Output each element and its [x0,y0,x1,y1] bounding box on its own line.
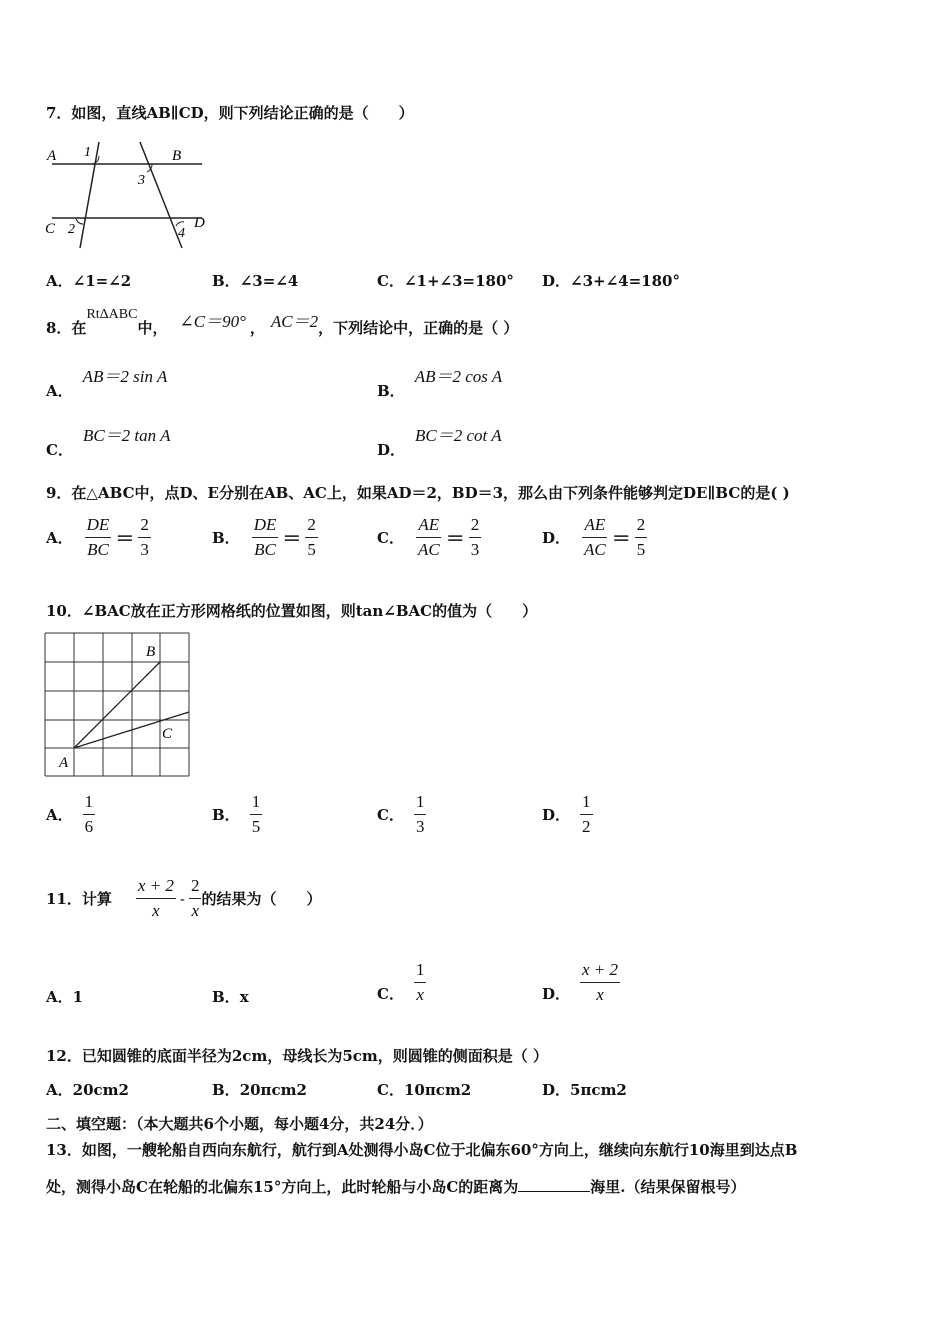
q7-option-a[interactable] [46,270,131,291]
q7-label-a: A [47,148,57,164]
option-label: A． [46,382,73,400]
q10-label-c: C [162,726,173,742]
option-label: B． [212,988,240,1006]
q8-condition-side: AC＝2 [270,312,319,331]
q11-prefix: 11．计算 [46,890,112,908]
section-heading-fill-in: 二、填空题：（本大题共6个小题，每小题4分，共24分．） [46,1115,433,1133]
q12-option-a[interactable] [46,1079,129,1100]
equals-sign: ＝ [282,529,302,550]
option-label: B． [377,382,405,400]
q7-option-d[interactable] [542,270,680,291]
q10-a-fraction: $\frac{1}{6}$ [84,792,94,836]
option-label: A． [46,806,73,824]
q9-b-left-fraction: $\frac{DE}{BC}$ [253,515,277,559]
q11-option-d[interactable] [542,960,620,1005]
q11-c-fraction: $\frac{1}{x}$ [415,960,425,1004]
q9-b-right-fraction: $\frac{2}{5}$ [307,515,316,559]
option-label: D． [542,272,571,290]
q7-angle-4: 4 [178,226,185,241]
option-text: 20πcm2 [239,1081,307,1099]
q7-stem: 7．如图，直线AB∥CD，则下列结论正确的是（ ） [46,104,414,122]
q11-d-fraction: $\frac{x + 2}{x}$ [582,960,619,1004]
q8-condition-angle: ∠C＝90° [179,312,246,331]
q13-line-1: 13．如图，一艘轮船自西向东航行，航行到A处测得小岛C位于北偏东60°方向上，继续向东航行10海里到达点B [46,1141,798,1159]
q7-figure [42,136,212,254]
q7-angle-2: 2 [68,222,75,237]
equals-sign: ＝ [445,529,465,550]
q10-option-a[interactable] [46,792,95,837]
q11-fraction-1: $\frac{x + 2}{x}$ [137,876,174,920]
option-label: D． [377,441,406,459]
q7-label-b: B [172,148,182,164]
q10-d-fraction: $\frac{1}{2}$ [582,792,591,836]
option-label: D． [542,806,571,824]
q7-label-c: C [45,221,56,237]
option-label: B． [212,272,240,290]
q9-option-b[interactable] [212,515,318,560]
option-text: 1 [72,988,84,1006]
option-text: x [239,988,249,1006]
q8-comma: ， [249,319,265,337]
equals-sign: ＝ [611,529,631,550]
option-text: 10πcm2 [403,1081,472,1099]
q11-stem [46,876,322,921]
option-label: C． [377,806,404,824]
option-label: C． [377,272,404,290]
q8-mid: 中， [137,319,168,337]
q7-option-b[interactable] [212,270,298,291]
option-label: B． [212,1081,240,1099]
q7-angle-3: 3 [138,173,145,188]
option-label: A． [46,1081,73,1099]
q13-line-2-start: 处，测得小岛C在轮船的北偏东15°方向上，此时轮船与小岛C的距离为 [46,1178,519,1196]
q9-c-left-fraction: $\frac{AE}{AC}$ [417,515,440,559]
q12-option-c[interactable] [377,1079,471,1100]
option-text: BC＝2 cot A [415,426,502,445]
q8-triangle: RtΔABC [86,307,138,322]
option-label: B． [212,529,240,547]
q11-option-c[interactable] [377,960,426,1005]
q10-label-a: A [59,755,69,771]
option-label: C． [377,1081,404,1099]
option-label: B． [212,806,240,824]
option-label: A． [46,988,73,1006]
option-text: 5πcm2 [570,1081,627,1099]
option-text: BC＝2 tan A [82,426,171,445]
q10-stem: 10．∠BAC放在正方形网格纸的位置如图，则tan∠BAC的值为（ ） [46,602,538,620]
option-text: 20cm2 [72,1081,129,1099]
q11-option-a[interactable] [46,986,83,1007]
q11-fraction-2: $\frac{2}{x}$ [190,876,200,920]
option-label: D． [542,985,571,1003]
q10-option-d[interactable] [542,792,593,837]
option-text: AB＝2 cos A [414,367,503,386]
q8-prefix: 8．在 [46,319,87,337]
q12-option-b[interactable] [212,1079,307,1100]
q8-option-a[interactable] [46,362,168,400]
q8-option-d[interactable] [377,421,502,459]
q9-option-d[interactable] [542,515,647,560]
q9-option-a[interactable] [46,515,151,560]
q8-suffix: ，下列结论中，正确的是（ ） [318,319,519,337]
option-label: D． [542,529,571,547]
q12-option-d[interactable] [542,1079,627,1100]
option-text: ∠3+∠4=180° [570,272,680,290]
option-text: ∠3=∠4 [239,272,299,290]
q8-stem [46,307,518,338]
q9-a-right-fraction: $\frac{2}{3}$ [140,515,149,559]
q13-answer-blank[interactable] [518,1177,590,1192]
option-text: ∠1=∠2 [72,272,132,290]
option-text: ∠1+∠3=180° [403,272,514,290]
q9-d-left-fraction: $\frac{AE}{AC}$ [584,515,606,559]
option-text: AB＝2 sin A [82,367,168,386]
option-label: C． [377,529,404,547]
q10-grid-figure [44,632,194,780]
q10-c-fraction: $\frac{1}{3}$ [415,792,425,836]
q11-suffix: 的结果为（ ） [201,890,322,908]
option-label: A． [46,529,73,547]
q8-option-c[interactable] [46,421,171,459]
option-label: C． [46,441,73,459]
q7-angle-1: 1 [84,145,91,160]
q11-minus: - [179,889,185,908]
equals-sign: ＝ [115,529,135,550]
q9-d-right-fraction: $\frac{2}{5}$ [636,515,646,559]
q13-line-2-end: 海里.（结果保留根号） [590,1178,746,1196]
option-label: D． [542,1081,571,1099]
q10-option-c[interactable] [377,792,426,837]
q9-c-right-fraction: $\frac{2}{3}$ [470,515,480,559]
option-label: A． [46,272,73,290]
q12-stem: 12．已知圆锥的底面半径为2cm，母线长为5cm，则圆锥的侧面积是（ ） [46,1047,548,1065]
q13-line-2 [46,1176,746,1197]
q9-a-left-fraction: $\frac{DE}{BC}$ [86,515,110,559]
q8-option-b[interactable] [377,362,503,400]
q10-label-b: B [146,644,156,660]
q7-label-d: D [194,215,205,231]
option-label: C． [377,985,404,1003]
q9-option-c[interactable] [377,515,481,560]
q9-stem: 9．在△ABC中，点D、E分别在AB、AC上，如果AD＝2，BD＝3，那么由下列条件能够判定DE∥BC的是( ) [46,484,790,502]
q11-option-b[interactable] [212,986,249,1007]
q10-b-fraction: $\frac{1}{5}$ [251,792,261,836]
q7-option-c[interactable] [377,270,514,291]
q10-option-b[interactable] [212,792,262,837]
